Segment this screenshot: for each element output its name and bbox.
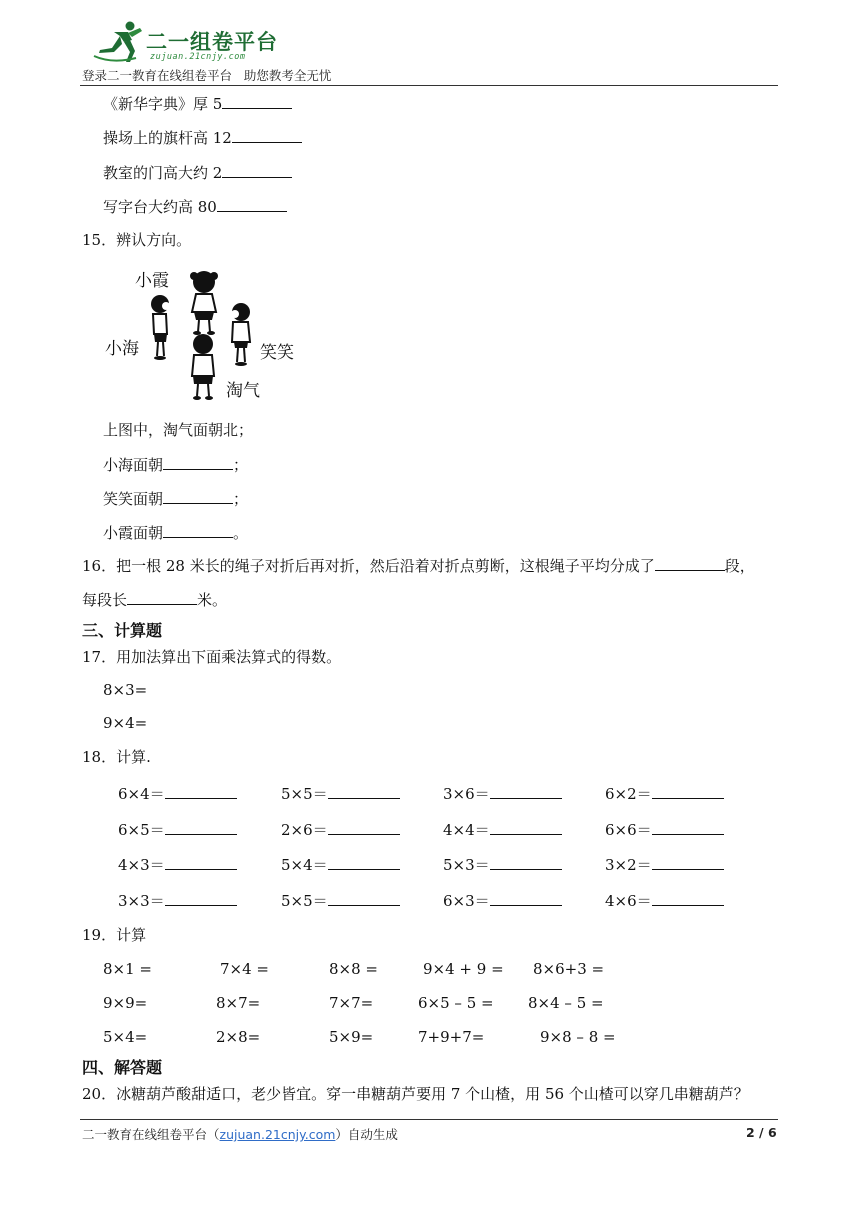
footer-source: 二一教育在线组卷平台（zujuan.21cnjy.com）自动生成 (82, 1127, 398, 1142)
q15-line: 笑笑面朝 ； (103, 490, 249, 508)
q20-text: 20．冰糖葫芦酸甜适口，老少皆宜。穿一串糖葫芦要用 7 个山楂，用 56 个山楂可以穿几串糖葫芦？ (82, 1085, 749, 1103)
answer-blank[interactable] (232, 128, 302, 143)
q19-cell: 7+9+7= (418, 1028, 485, 1046)
answer-blank[interactable] (328, 891, 400, 906)
logo (92, 20, 278, 66)
answer-blank[interactable] (217, 197, 287, 212)
boy-bottom-figure (192, 334, 214, 400)
q18-cell: 3×3＝ (118, 891, 237, 911)
page-number: 2 / 6 (746, 1125, 777, 1140)
q19-cell: 5×9= (329, 1028, 374, 1046)
q18-cell: 5×3＝ (443, 855, 562, 875)
logo-subtext: zujuan.21cnjy.com (150, 52, 246, 62)
section-title: 三、计算题 (82, 621, 163, 640)
q19-cell: 8×6+3 = (533, 960, 605, 978)
q14-item: 教室的门高大约 2 (103, 163, 292, 183)
logo-text: 二一组卷平台 (146, 30, 278, 54)
q19-cell: 7×4 = (220, 960, 269, 978)
q19-cell: 7×7= (329, 994, 374, 1012)
q15-line: 小海面朝 ； (103, 456, 249, 474)
answer-blank[interactable] (652, 891, 724, 906)
q19-cell: 5×4= (103, 1028, 148, 1046)
running-man-logo-icon (92, 20, 148, 64)
header-slogan: 登录二一教育在线组卷平台 助您教考全无忧 (82, 68, 332, 83)
answer-blank[interactable] (490, 891, 562, 906)
label-taoqi: 淘气 (226, 381, 260, 401)
q18-title: 18．计算. (82, 748, 151, 766)
answer-blank[interactable] (222, 94, 292, 109)
answer-blank[interactable] (328, 820, 400, 835)
label-xiaoxia: 小霞 (135, 271, 169, 291)
q14-item: 写字台大约高 80 (103, 197, 287, 217)
q18-cell: 5×4＝ (281, 855, 400, 875)
q19-cell: 8×8 = (329, 960, 378, 978)
q17-item: 9×4= (103, 714, 148, 732)
answer-blank[interactable] (328, 784, 400, 799)
q18-cell: 5×5＝ (281, 891, 400, 911)
q16-line1: 16．把一根 28 米长的绳子对折后再对折，然后沿着对折点剪断，这根绳子平均分成了 段， (82, 557, 755, 575)
q19-cell: 8×4 – 5 = (528, 994, 604, 1012)
answer-blank[interactable] (655, 556, 725, 571)
q19-cell: 6×5 – 5 = (418, 994, 494, 1012)
q15-statement: 上图中，淘气面朝北； (103, 421, 254, 439)
q18-cell: 4×3＝ (118, 855, 237, 875)
q16-line2: 每段长 米。 (82, 591, 228, 609)
q18-cell: 6×5＝ (118, 820, 237, 840)
q19-cell: 2×8= (216, 1028, 261, 1046)
q19-cell: 9×9= (103, 994, 148, 1012)
answer-blank[interactable] (328, 855, 400, 870)
answer-blank[interactable] (165, 784, 237, 799)
q19-cell: 9×4 + 9 = (423, 960, 504, 978)
answer-blank[interactable] (165, 891, 237, 906)
q18-cell: 4×6＝ (605, 891, 724, 911)
footer-divider (80, 1119, 778, 1120)
label-xiaoxiao: 笑笑 (260, 343, 294, 363)
answer-blank[interactable] (490, 820, 562, 835)
girl-top-figure (190, 271, 218, 335)
q19-title: 19．计算 (82, 926, 147, 944)
answer-blank[interactable] (165, 855, 237, 870)
q18-cell: 5×5＝ (281, 784, 400, 804)
q18-cell: 2×6＝ (281, 820, 400, 840)
q18-cell: 4×4＝ (443, 820, 562, 840)
answer-blank[interactable] (165, 820, 237, 835)
q18-cell: 3×2＝ (605, 855, 724, 875)
answer-blank[interactable] (163, 489, 233, 504)
q18-cell: 6×6＝ (605, 820, 724, 840)
q19-cell: 8×1 = (103, 960, 152, 978)
answer-blank[interactable] (163, 523, 233, 538)
children-directions-illustration (100, 262, 310, 402)
q15-line: 小霞面朝 。 (103, 524, 249, 542)
answer-blank[interactable] (490, 784, 562, 799)
answer-blank[interactable] (652, 784, 724, 799)
q17-title: 17．用加法算出下面乘法算式的得数。 (82, 648, 342, 666)
answer-blank[interactable] (652, 820, 724, 835)
answer-blank[interactable] (490, 855, 562, 870)
q15-title: 15．辨认方向。 (82, 231, 192, 249)
section-title: 四、解答题 (82, 1058, 163, 1077)
q19-cell: 9×8 – 8 = (540, 1028, 616, 1046)
label-xiaohai: 小海 (105, 339, 139, 359)
answer-blank[interactable] (163, 455, 233, 470)
q19-cell: 8×7= (216, 994, 261, 1012)
answer-blank[interactable] (127, 590, 197, 605)
q15-figure (100, 262, 310, 402)
girl-right-figure (231, 303, 250, 366)
q18-cell: 3×6＝ (443, 784, 562, 804)
q18-cell: 6×4＝ (118, 784, 237, 804)
q18-cell: 6×3＝ (443, 891, 562, 911)
q17-item: 8×3= (103, 681, 148, 699)
boy-left-figure (151, 295, 170, 360)
q18-cell: 6×2＝ (605, 784, 724, 804)
header-divider (80, 85, 778, 86)
answer-blank[interactable] (222, 163, 292, 178)
footer-link[interactable]: zujuan.21cnjy.com (219, 1127, 336, 1142)
answer-blank[interactable] (652, 855, 724, 870)
q14-item: 《新华字典》厚 5 (103, 94, 292, 114)
q14-item: 操场上的旗杆高 12 (103, 128, 302, 148)
